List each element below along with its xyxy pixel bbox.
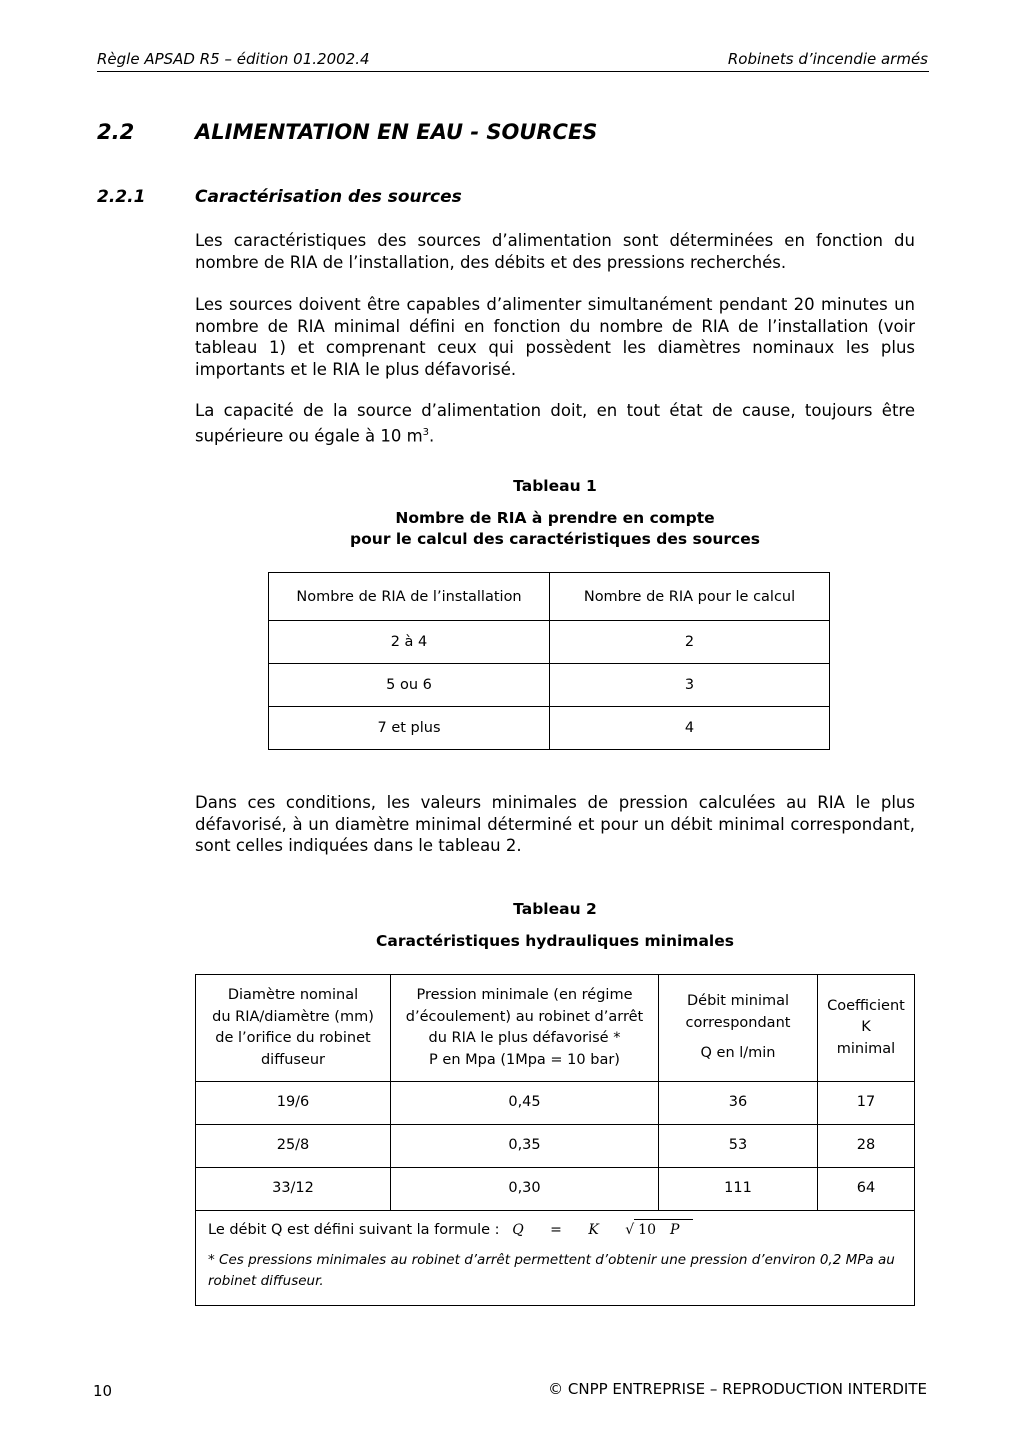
table1-label: Tableau 1 [513,477,597,495]
table2-cell: 36 [659,1082,818,1125]
table2-cell: 33/12 [196,1168,391,1211]
table-row [196,1082,915,1125]
table2-cell: 17 [818,1082,915,1125]
table2 [195,974,915,1306]
table2-cell: 0,30 [391,1168,659,1211]
paragraph-3 [195,400,915,447]
header-line: d’écoulement) au robinet d’arrêt [405,1008,644,1025]
formula-text: Le débit Q est défini suivant la formule : [208,1222,500,1238]
paragraph-1: Les caractéristiques des sources d’alimentation sont déterminées en fonction du nombre de RIA de l’installation, des débits et des pressions recherchés. [195,231,915,272]
header-line: du RIA le plus défavorisé * [428,1030,621,1046]
sqrt-icon: √ [625,1222,635,1238]
table2-title: Caractéristiques hydrauliques minimales [376,932,734,950]
footer-copyright: © CNPP ENTREPRISE – REPRODUCTION INTERDITE [548,1380,927,1398]
header-line: Q en l/min [700,1045,776,1062]
paragraph-3-end: . [429,426,435,445]
table1-cell: 7 et plus [269,707,550,750]
formula-equals: = [550,1222,562,1238]
formula-radicand [634,1219,693,1242]
formula-line [208,1219,904,1242]
header-left-text: Règle APSAD R5 – édition 01.2002.4 [97,50,370,68]
table2-header-diametre [196,975,391,1082]
section-title: ALIMENTATION EN EAU - SOURCES [195,120,598,144]
paragraph-4: Dans ces conditions, les valeurs minimales de pression calculées au RIA le plus défavorisé, à un diamètre minimal déterminé et pour un débit minimal correspondant, sont celles indiquées dans le tableau 2. [195,793,915,855]
header-line: de l’orifice du robinet [215,1030,371,1046]
header-line: minimal [836,1040,896,1057]
formula-k: K [588,1222,599,1238]
section-number: 2.2 [97,120,135,144]
formula-q: Q [512,1222,524,1238]
table1-header-calcul: Nombre de RIA pour le calcul [550,573,830,621]
header-line: K [861,1019,871,1036]
table2-cell: 25/8 [196,1125,391,1168]
table2-header-debit [659,975,818,1082]
header-divider [97,71,929,72]
header-line: Coefficient [827,997,905,1014]
formula [512,1222,715,1238]
formula-radicand-num: 10 [638,1222,656,1238]
table-row [269,664,830,707]
table1 [268,572,830,750]
header-line: Diamètre nominal [227,987,359,1003]
table2-cell: 53 [659,1125,818,1168]
table2-cell: 19/6 [196,1082,391,1125]
table1-cell: 4 [550,707,830,750]
table-row [196,1168,915,1211]
paragraph-3-superscript: 3 [422,426,430,438]
table-row [196,1125,915,1168]
table2-header-pression [391,975,659,1082]
header-line: Pression minimale (en régime [416,987,633,1003]
table1-title-line1: Nombre de RIA à prendre en compte [395,509,715,527]
table1-cell: 5 ou 6 [269,664,550,707]
paragraph-2: Les sources doivent être capables d’alimenter simultanément pendant 20 minutes un nombre de RIA minimal défini en fonction du nombre de RIA de l’installation (voir tableau 1) et comprenant ceux qui possèdent les diamètres nominaux les plus importants et le RIA le plus défavorisé. [195,295,915,379]
header-right-text: Robinets d’incendie armés [727,50,928,68]
table1-cell: 2 [550,621,830,664]
table-row [269,707,830,750]
formula-radicand-var: P [669,1222,680,1238]
table2-header-coefficient [818,975,915,1082]
table2-footnote: * Ces pressions minimales au robinet d’arrêt permettent d’obtenir une pression d’environ 0,2 MPa au robinet diffuseur. [208,1251,895,1289]
table1-cell: 2 à 4 [269,621,550,664]
table2-notes [196,1211,915,1306]
table2-header-row [196,975,915,1082]
header-line: diffuseur [260,1051,326,1068]
table1-title-line2: pour le calcul des caractéristiques des sources [350,530,760,548]
table2-cell: 28 [818,1125,915,1168]
table-row [269,621,830,664]
table1-header-installation: Nombre de RIA de l’installation [269,573,550,621]
table1-cell: 3 [550,664,830,707]
table2-label: Tableau 2 [513,900,597,918]
table2-cell: 64 [818,1168,915,1211]
subsection-number: 2.2.1 [97,187,146,207]
header-line: P en Mpa (1Mpa = 10 bar) [429,1051,620,1068]
header-line: Débit minimal [686,993,790,1010]
table2-cell: 0,45 [391,1082,659,1125]
header-line: du RIA/diamètre (mm) [212,1008,374,1025]
table2-cell: 0,35 [391,1125,659,1168]
table1-header-row [269,573,830,621]
table2-cell: 111 [659,1168,818,1211]
paragraph-3-text: La capacité de la source d’alimentation doit, en tout état de cause, toujours être supérieure ou égale à 10 m [195,401,915,445]
header-line: correspondant [685,1014,791,1031]
table1-title [195,508,915,550]
subsection-title: Caractérisation des sources [195,187,462,207]
table2-notes-row [196,1211,915,1306]
page-number: 10 [93,1382,113,1400]
